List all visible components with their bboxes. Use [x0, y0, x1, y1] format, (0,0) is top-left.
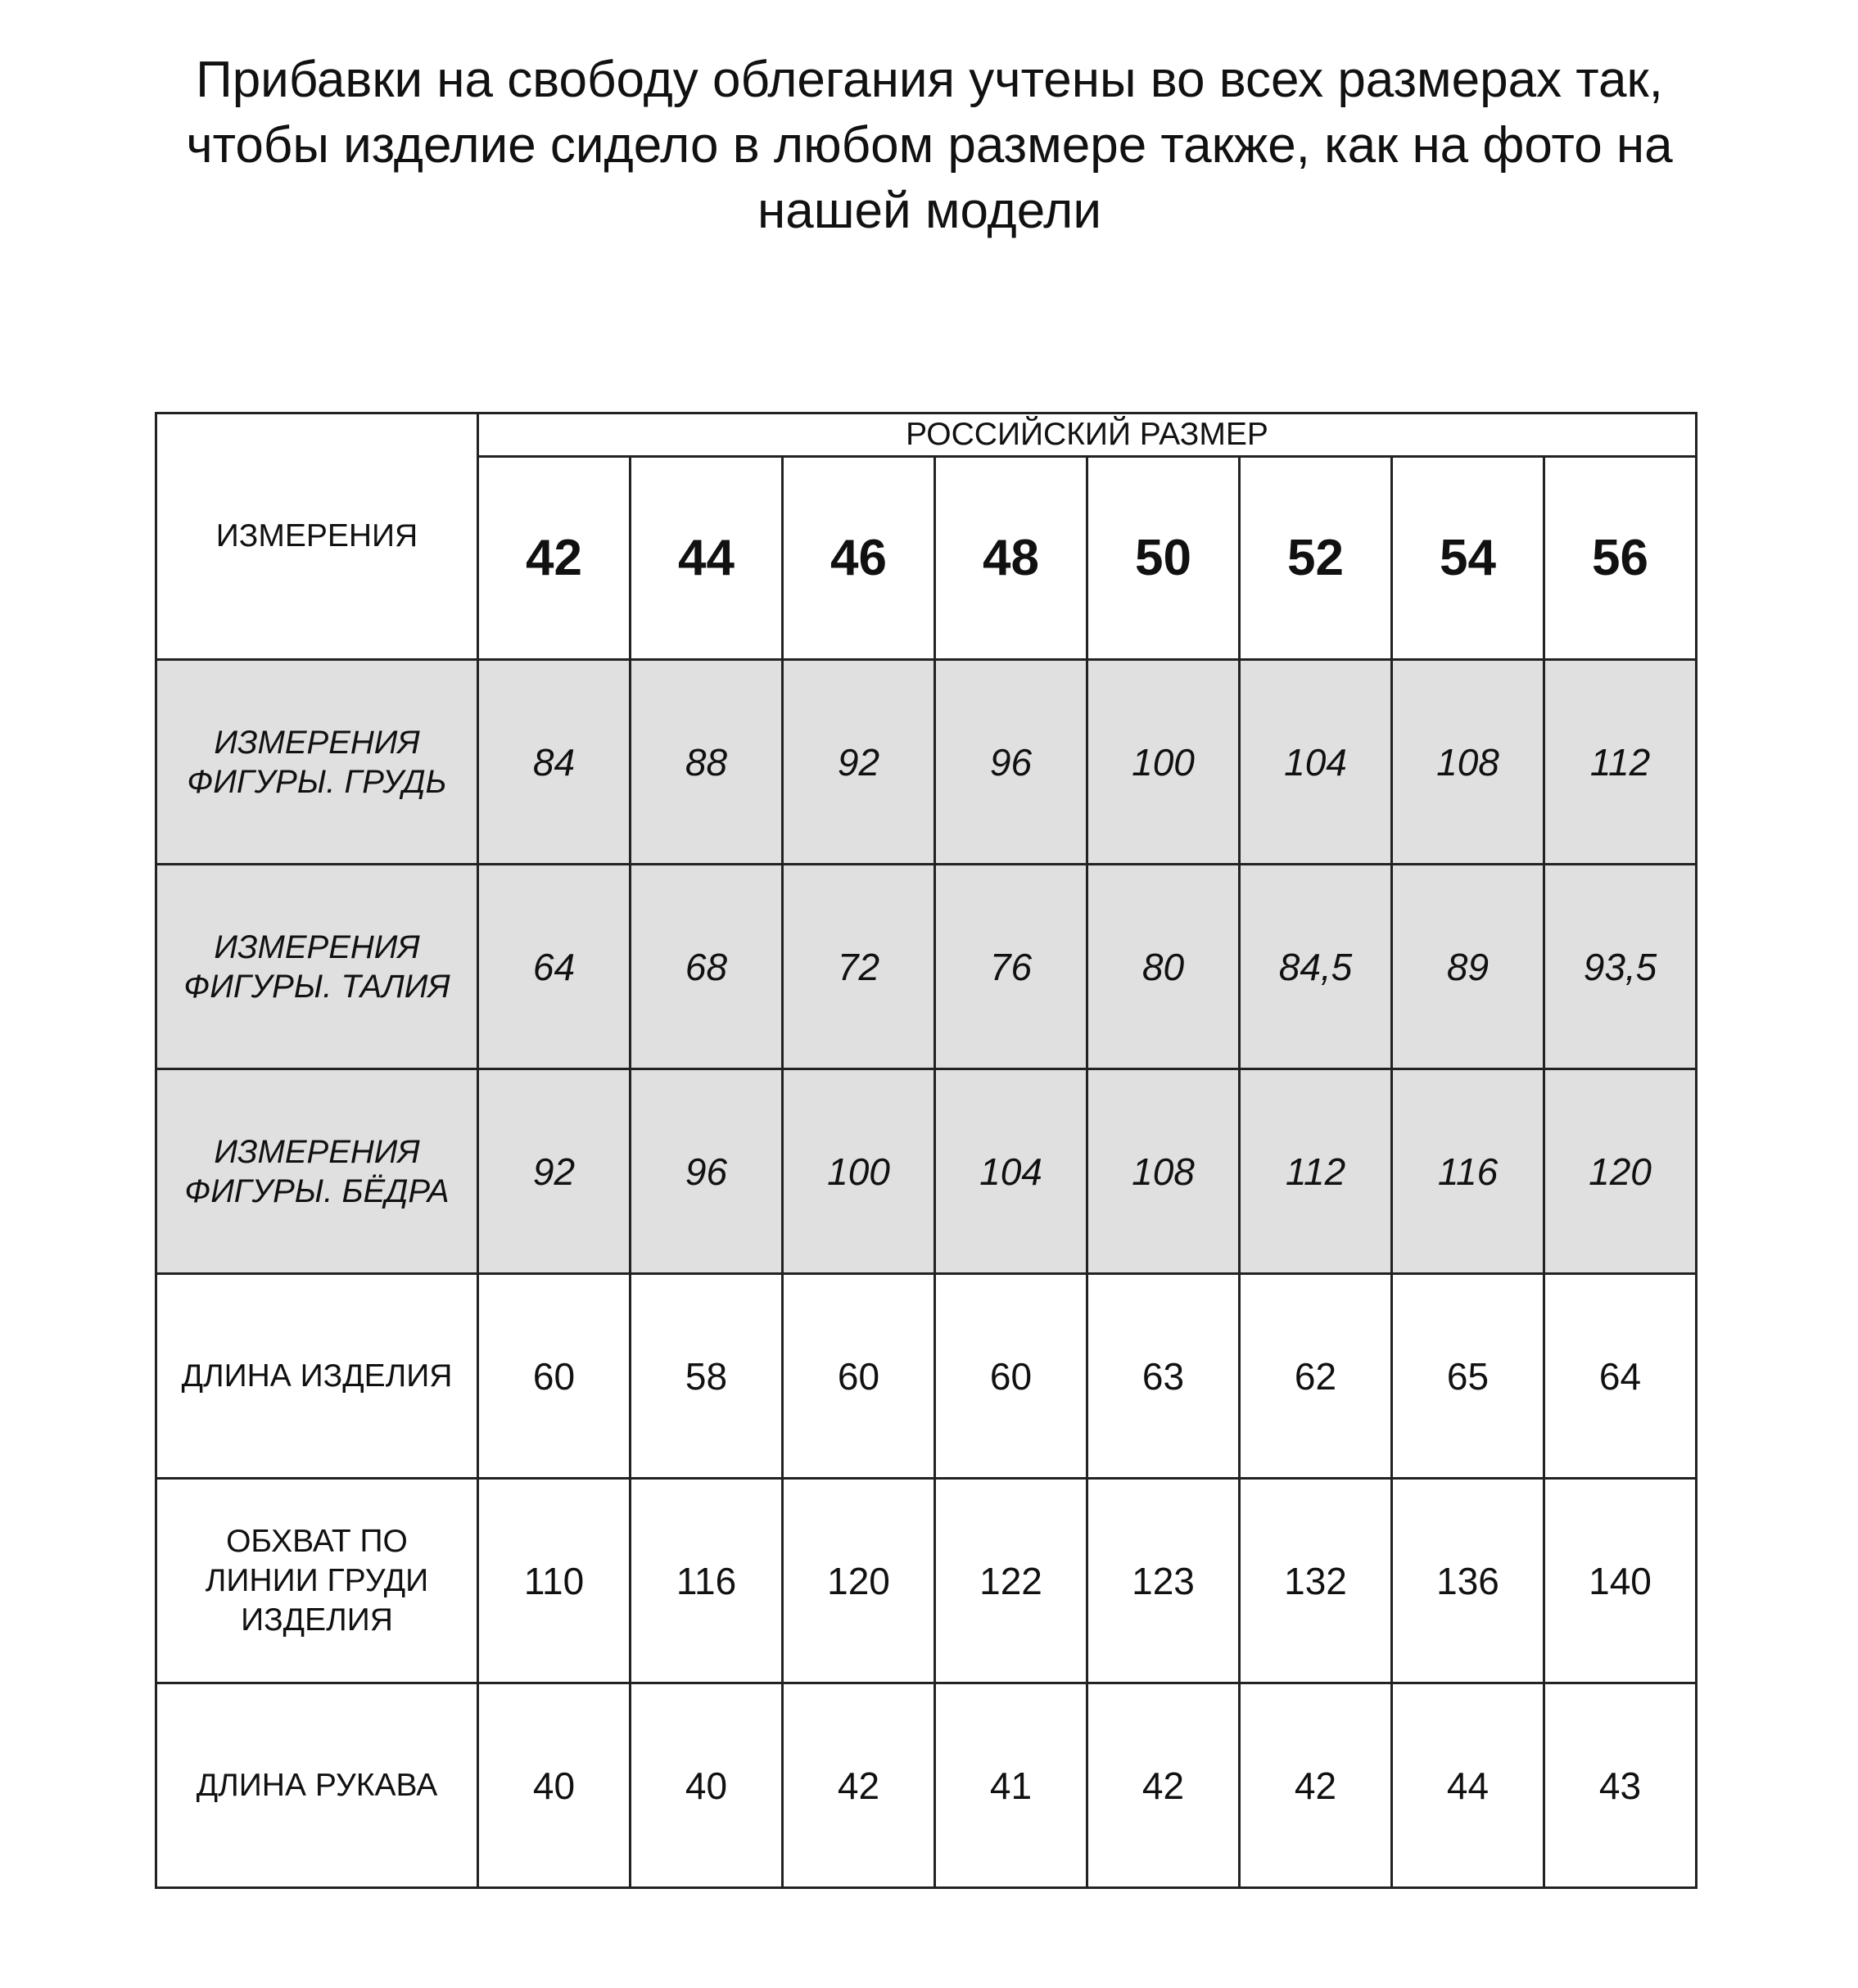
table-cell: 89: [1392, 865, 1544, 1069]
size-header: 44: [631, 457, 783, 660]
table-cell: 116: [631, 1479, 783, 1683]
table-cell: 110: [478, 1479, 631, 1683]
table-cell: 136: [1392, 1479, 1544, 1683]
table-cell: 92: [478, 1069, 631, 1274]
table-cell: 112: [1544, 660, 1697, 865]
table-cell: 40: [631, 1683, 783, 1888]
table-cell: 122: [935, 1479, 1087, 1683]
table-cell: 84,5: [1240, 865, 1392, 1069]
table-cell: 65: [1392, 1274, 1544, 1479]
row-label-line: ИЗМЕРЕНИЯ: [214, 928, 420, 965]
table-cell: 60: [935, 1274, 1087, 1479]
table-cell: 93,5: [1544, 865, 1697, 1069]
table-cell: 68: [631, 865, 783, 1069]
table-cell: 72: [783, 865, 935, 1069]
table-row: [156, 1683, 1697, 1888]
table-cell: 112: [1240, 1069, 1392, 1274]
table-cell: 42: [1087, 1683, 1240, 1888]
header-row-group: [156, 413, 1697, 457]
table-cell: 60: [783, 1274, 935, 1479]
row-label-line: ОБХВАТ ПО: [226, 1523, 408, 1559]
table-row: [156, 660, 1697, 865]
table-cell: 80: [1087, 865, 1240, 1069]
row-label: [156, 660, 478, 865]
size-header: 46: [783, 457, 935, 660]
table-cell: 43: [1544, 1683, 1697, 1888]
row-label-line: ЛИНИИ ГРУДИ: [205, 1562, 429, 1598]
table-cell: 100: [783, 1069, 935, 1274]
table-cell: 120: [1544, 1069, 1697, 1274]
title-line-2: чтобы изделие сидело в любом размере также, как на фото на: [186, 117, 1673, 174]
table-cell: 132: [1240, 1479, 1392, 1683]
size-header: 56: [1544, 457, 1697, 660]
table-row: [156, 1069, 1697, 1274]
table-cell: 58: [631, 1274, 783, 1479]
table-cell: 116: [1392, 1069, 1544, 1274]
row-label-line: ДЛИНА ИЗДЕЛИЯ: [181, 1358, 453, 1394]
table-cell: 123: [1087, 1479, 1240, 1683]
table-cell: 100: [1087, 660, 1240, 865]
table-cell: 60: [478, 1274, 631, 1479]
row-label-line: ФИГУРЫ. БЁДРА: [184, 1172, 450, 1209]
table-cell: 140: [1544, 1479, 1697, 1683]
table-row: [156, 1479, 1697, 1683]
table-cell: 62: [1240, 1274, 1392, 1479]
table-cell: 108: [1087, 1069, 1240, 1274]
group-header: РОССИЙСКИЙ РАЗМЕР: [478, 413, 1697, 457]
table-cell: 64: [1544, 1274, 1697, 1479]
row-label-line: ФИГУРЫ. ГРУДЬ: [187, 763, 447, 800]
size-header: 50: [1087, 457, 1240, 660]
table-cell: 40: [478, 1683, 631, 1888]
row-label-line: ДЛИНА РУКАВА: [196, 1767, 438, 1803]
row-label-line: ИЗДЕЛИЯ: [241, 1602, 393, 1638]
table-cell: 63: [1087, 1274, 1240, 1479]
size-header: 48: [935, 457, 1087, 660]
size-header: 54: [1392, 457, 1544, 660]
table-cell: 96: [631, 1069, 783, 1274]
title-line-1: Прибавки на свободу облегания учтены во всех размерах так,: [196, 52, 1663, 108]
table-cell: 76: [935, 865, 1087, 1069]
corner-label: ИЗМЕРЕНИЯ: [156, 413, 478, 660]
table-cell: 88: [631, 660, 783, 865]
table-cell: 44: [1392, 1683, 1544, 1888]
table-cell: 120: [783, 1479, 935, 1683]
row-label: [156, 1479, 478, 1683]
row-label-line: ИЗМЕРЕНИЯ: [214, 724, 420, 761]
table-cell: 104: [935, 1069, 1087, 1274]
row-label: [156, 865, 478, 1069]
table-row: [156, 865, 1697, 1069]
table-cell: 92: [783, 660, 935, 865]
row-label-line: ФИГУРЫ. ТАЛИЯ: [183, 968, 450, 1005]
table-cell: 41: [935, 1683, 1087, 1888]
size-table: [155, 412, 1698, 1889]
row-label: [156, 1274, 478, 1479]
title-line-3: нашей модели: [757, 183, 1101, 239]
table-cell: 84: [478, 660, 631, 865]
table-cell: 96: [935, 660, 1087, 865]
table-cell: 42: [1240, 1683, 1392, 1888]
size-header: 42: [478, 457, 631, 660]
table-row: [156, 1274, 1697, 1479]
table-cell: 108: [1392, 660, 1544, 865]
row-label: [156, 1069, 478, 1274]
row-label-line: ИЗМЕРЕНИЯ: [214, 1133, 420, 1170]
table-cell: 64: [478, 865, 631, 1069]
size-header: 52: [1240, 457, 1392, 660]
row-label: [156, 1683, 478, 1888]
table-cell: 42: [783, 1683, 935, 1888]
page-title: [49, 47, 1810, 244]
table-cell: 104: [1240, 660, 1392, 865]
